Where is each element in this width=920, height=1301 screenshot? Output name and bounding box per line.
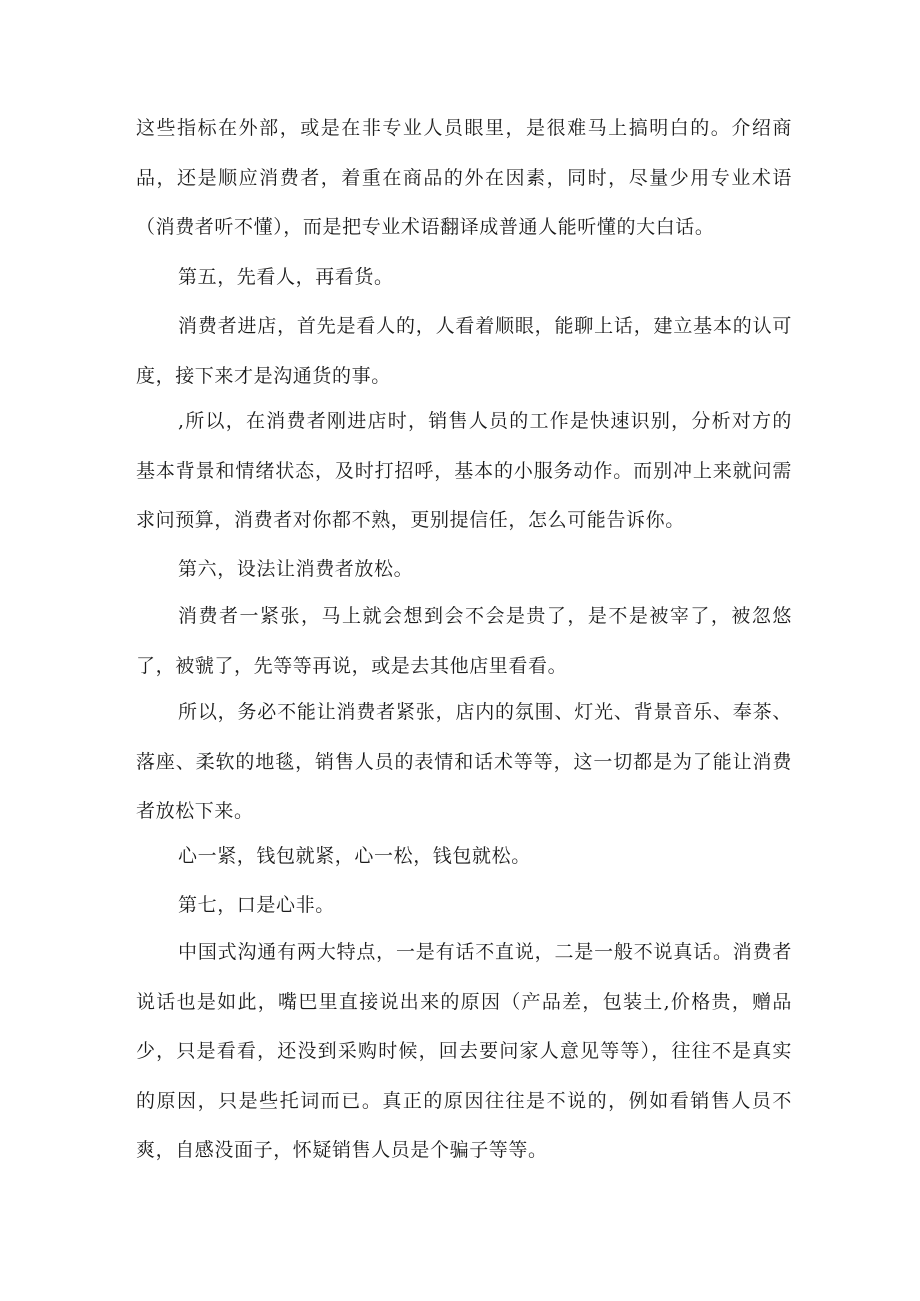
paragraph-customer-enters: 消费者进店，首先是看人的，人看着顺眼，能聊上话，建立基本的认可度，接下来才是沟通货的事。 [136,315,792,387]
paragraph-quick-identify: ,所以，在消费者刚进店时，销售人员的工作是快速识别，分析对方的基本背景和情绪状态，及时打招呼，基本的小服务动作。而别冲上来就问需求问预算，消费者对你都不熟，更别提信任，怎么可能告诉你。 [136,410,792,531]
paragraph-chinese-communication: 中国式沟通有两大特点，一是有话不直说，二是一般不说真话。消费者说话也是如此，嘴巴里直接说出来的原因（产品差，包装土,价格贵，赠品少，只是看看，还没到采购时候，回去要问家人意见等等），往往不是真实的原因，只是些托词而已。真正的原因往往是不说的，例如看销售人员不爽，自感没面子，怀疑销售人员是个骗子等等。 [136,941,792,1161]
paragraph-keep-relaxed: 所以，务必不能让消费者紧张，店内的氛围、灯光、背景音乐、奉茶、落座、柔软的地毯，销售人员的表情和话术等等，这一切都是为了能让消费者放松下来。 [136,701,792,822]
paragraph-wallet-saying: 心一紧，钱包就紧，心一松，钱包就松。 [178,845,531,867]
heading-point-six: 第六，设法让消费者放松。 [178,558,414,580]
heading-point-seven: 第七，口是心非。 [178,894,335,916]
heading-point-five: 第五，先看人，再看货。 [178,266,394,288]
paragraph-product-intro: 这些指标在外部，或是在非专业人员眼里，是很难马上搞明白的。介绍商品，还是顺应消费者，着重在商品的外在因素，同时，尽量少用专业术语（消费者听不懂），而是把专业术语翻译成普通人能听懂的大白话。 [136,117,792,238]
paragraph-customer-nervous: 消费者一紧张，马上就会想到会不会是贵了，是不是被宰了，被忽悠了，被虢了，先等等再说，或是去其他店里看看。 [136,605,792,677]
